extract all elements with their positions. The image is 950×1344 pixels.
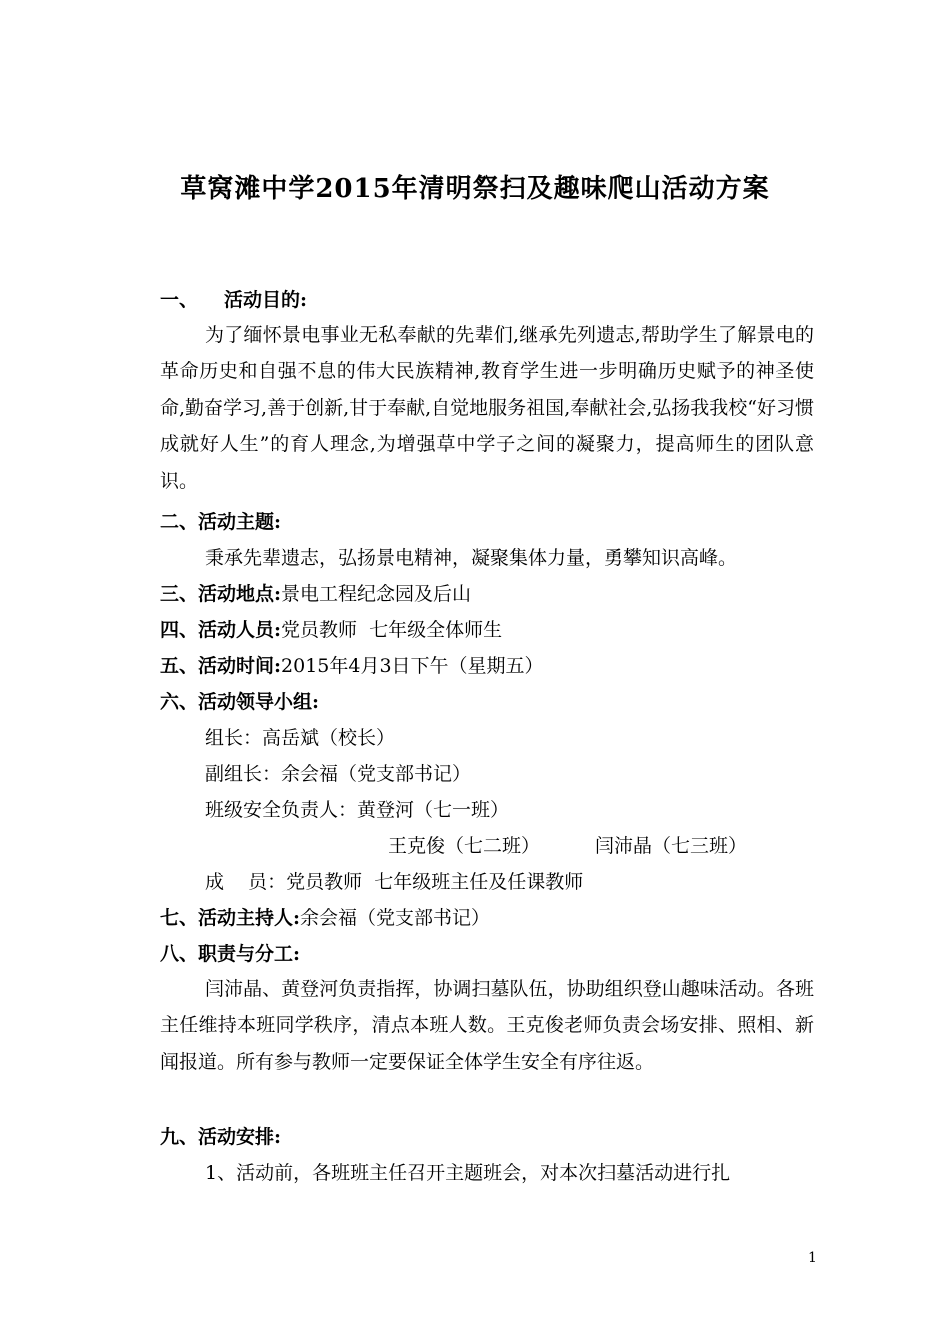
- section-6-title: 六、活动领导小组:: [160, 691, 320, 713]
- section-6-members-label: 成 员：: [205, 871, 287, 893]
- section-2-body: 秉承先辈遗志，弘扬景电精神，凝聚集体力量，勇攀知识高峰。: [205, 547, 738, 569]
- section-4-title: 四、活动人员:: [160, 619, 282, 641]
- section-7-value: 余会福（党支部书记）: [300, 907, 491, 929]
- section-6-members-row: [205, 867, 583, 897]
- section-5-row: [160, 651, 544, 681]
- section-7-title: 七、活动主持人:: [160, 907, 301, 929]
- section-2-title: 二、活动主题:: [160, 511, 282, 533]
- section-6-safety-row: [205, 795, 509, 825]
- document-title: 草窝滩中学2015年清明祭扫及趣味爬山活动方案: [180, 174, 770, 204]
- section-6-safety-row-2: [388, 831, 747, 861]
- section-8-body: 闫沛晶、黄登河负责指挥，协调扫墓队伍，协助组织登山趣味活动。各班主任维持本班同学秩序，清点本班人数。王克俊老师负责会场安排、照相、新闻报道。所有参与教师一定要保证全体学生安全有序往返。: [160, 978, 814, 1073]
- section-6-safety-1: 黄登河（七一班）: [357, 799, 510, 821]
- section-4-row: [160, 615, 502, 645]
- section-6-members: 党员教师 七年级班主任及任课教师: [286, 871, 584, 893]
- section-4-value: 党员教师 七年级全体师生: [281, 619, 503, 641]
- section-7-row: [160, 903, 490, 933]
- section-1-number: 一、: [160, 289, 199, 311]
- section-5-title: 五、活动时间:: [160, 655, 282, 677]
- section-8-title: 八、职责与分工:: [160, 943, 301, 965]
- section-6-safety-3: 闫沛晶（七三班）: [595, 835, 748, 857]
- section-1-heading: [160, 285, 307, 315]
- section-3-value: 景电工程纪念园及后山: [281, 583, 472, 605]
- section-1-title: 活动目的:: [224, 289, 308, 311]
- section-9-title: 九、活动安排:: [160, 1126, 282, 1148]
- section-6-leader: 组长：高岳斌（校长）: [205, 727, 396, 749]
- section-3-row: [160, 579, 471, 609]
- section-1-body: 为了缅怀景电事业无私奉献的先辈们,继承先列遗志,帮助学生了解景电的革命历史和自强不息的伟大民族精神,教育学生进一步明确历史赋予的神圣使命,勤奋学习,善于创新,甘于奉献,自觉地服务祖国,奉献社会,弘扬我我校“好习惯成就好人生”的育人理念,为增强草中学子之间的凝聚力，提高师生的团队意识。: [160, 324, 814, 492]
- section-3-title: 三、活动地点:: [160, 583, 282, 605]
- section-9-item-1: 1、活动前，各班班主任召开主题班会，对本次扫墓活动进行扎: [205, 1162, 731, 1184]
- section-5-value: 2015年4月3日下午（星期五）: [281, 655, 544, 677]
- section-6-safety-2: 王克俊（七二班）: [388, 835, 541, 857]
- section-6-deputy: 副组长：余会福（党支部书记）: [205, 763, 472, 785]
- page-number: 1: [808, 1250, 817, 1266]
- section-6-safety-label: 班级安全负责人：: [205, 799, 358, 821]
